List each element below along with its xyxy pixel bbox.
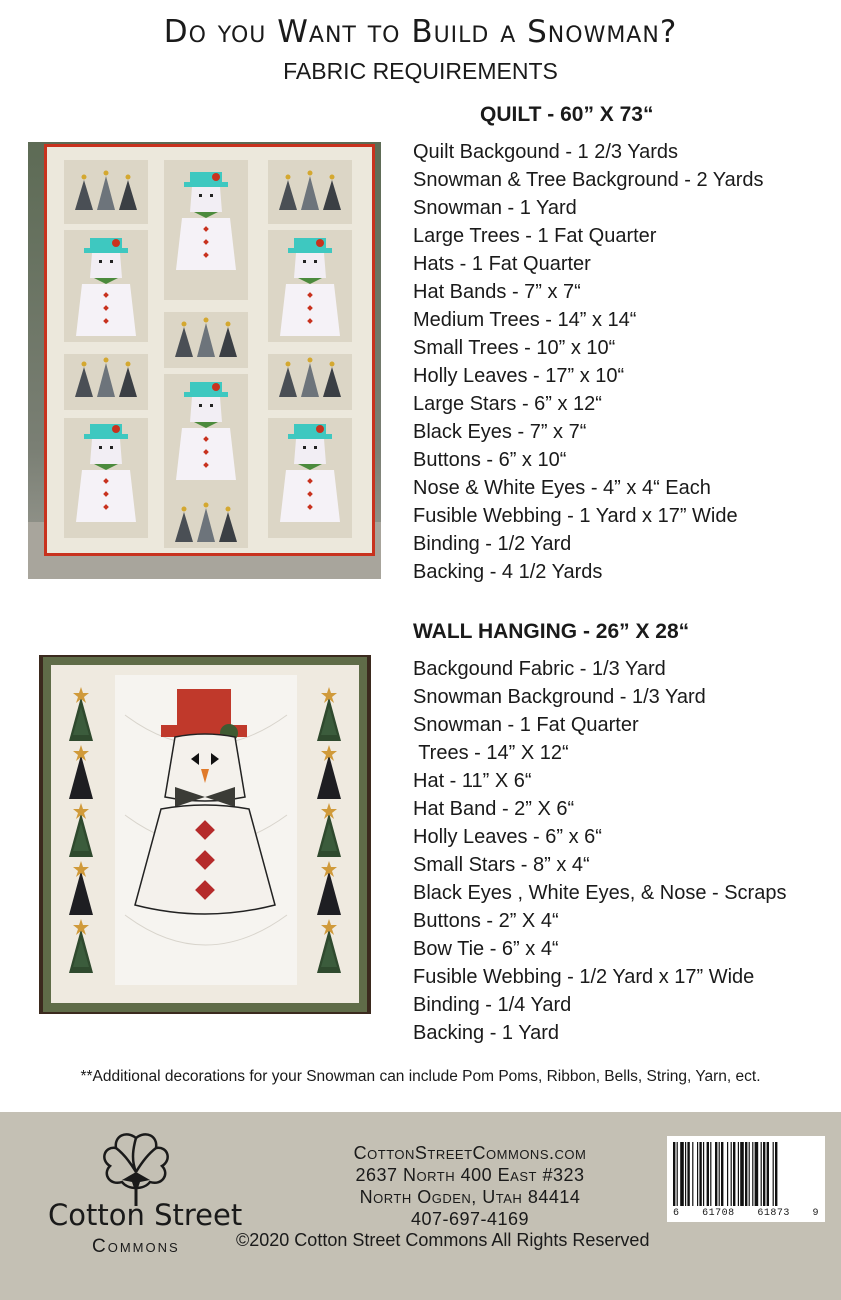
list-item: Buttons - 6” x 10“: [413, 449, 567, 471]
list-item: Large Trees - 1 Fat Quarter: [413, 225, 657, 247]
list-item: Black Eyes - 7” x 7“: [413, 421, 587, 443]
address-line-2: North Ogden, Utah 84414: [359, 1187, 581, 1207]
barcode-digits: [669, 1208, 823, 1219]
list-item: Large Stars - 6” x 12“: [413, 393, 602, 415]
website-link[interactable]: CottonStreetCommons.com: [353, 1143, 587, 1163]
list-item: Snowman & Tree Background - 2 Yards: [413, 169, 764, 191]
list-item: Fusible Webbing - 1/2 Yard x 17” Wide: [413, 966, 755, 988]
address-line-1: 2637 North 400 East #323: [355, 1165, 585, 1185]
list-item: Snowman - 1 Fat Quarter: [413, 714, 639, 736]
list-item: Backing - 1 Yard: [413, 1022, 560, 1044]
list-item: Holly Leaves - 17” x 10“: [413, 365, 625, 387]
list-item: Binding - 1/4 Yard: [413, 994, 572, 1016]
barcode-digit-group: 61873: [757, 1208, 790, 1219]
quilt-photo: [28, 142, 381, 579]
list-item: Fusible Webbing - 1 Yard x 17” Wide: [413, 505, 738, 527]
list-item: Medium Trees - 14” x 14“: [413, 309, 637, 331]
list-item: Hat Band - 2” X 6“: [413, 798, 575, 820]
list-item: Hat Bands - 7” x 7“: [413, 281, 581, 303]
list-item: Small Trees - 10” x 10“: [413, 337, 616, 359]
page-title: Do you Want to Build a Snowman?: [163, 14, 678, 50]
barcode-digit-group: 6: [673, 1208, 680, 1219]
wall-hanging-heading: WALL HANGING - 26” X 28“: [413, 620, 690, 643]
logo-subname: Commons: [92, 1236, 180, 1257]
phone-number: 407-697-4169: [410, 1209, 530, 1229]
decorations-note: **Additional decorations for your Snowman can include Pom Poms, Ribbon, Bells, String, Yarn, ect.: [80, 1068, 761, 1085]
barcode-icon: [667, 1136, 825, 1208]
wall-hanging-photo: [39, 655, 371, 1014]
barcode-digit-group: 61708: [702, 1208, 735, 1219]
logo-name: Cotton Street: [48, 1198, 243, 1232]
list-item: Holly Leaves - 6” x 6“: [413, 826, 602, 848]
list-item: Snowman - 1 Yard: [413, 197, 577, 219]
quilt-requirements-list: [413, 138, 764, 586]
quilt-heading: QUILT - 60” X 73“: [480, 103, 654, 126]
copyright-text: ©2020 Cotton Street Commons All Rights Reserved: [236, 1230, 650, 1250]
list-item: Quilt Backgound - 1 2/3 Yards: [413, 141, 678, 163]
list-item: Trees - 14” X 12“: [413, 742, 569, 764]
wall-hanging-requirements-list: [413, 655, 786, 1047]
page-subtitle: FABRIC REQUIREMENTS: [283, 58, 558, 84]
list-item: Hat - 11” X 6“: [413, 770, 532, 792]
barcode-digit-group: 9: [812, 1208, 819, 1219]
contact-block: [300, 1142, 640, 1230]
list-item: Nose & White Eyes - 4” x 4“ Each: [413, 477, 711, 499]
list-item: Black Eyes , White Eyes, & Nose - Scraps: [413, 882, 787, 904]
cotton-boll-icon: [96, 1128, 176, 1208]
list-item: Small Stars - 8” x 4“: [413, 854, 590, 876]
list-item: Snowman Background - 1/3 Yard: [413, 686, 706, 708]
list-item: Bow Tie - 6” x 4“: [413, 938, 559, 960]
list-item: Hats - 1 Fat Quarter: [413, 253, 591, 275]
list-item: Buttons - 2” X 4“: [413, 910, 559, 932]
list-item: Backing - 4 1/2 Yards: [413, 561, 603, 583]
list-item: Binding - 1/2 Yard: [413, 533, 572, 555]
list-item: Backgound Fabric - 1/3 Yard: [413, 658, 666, 680]
